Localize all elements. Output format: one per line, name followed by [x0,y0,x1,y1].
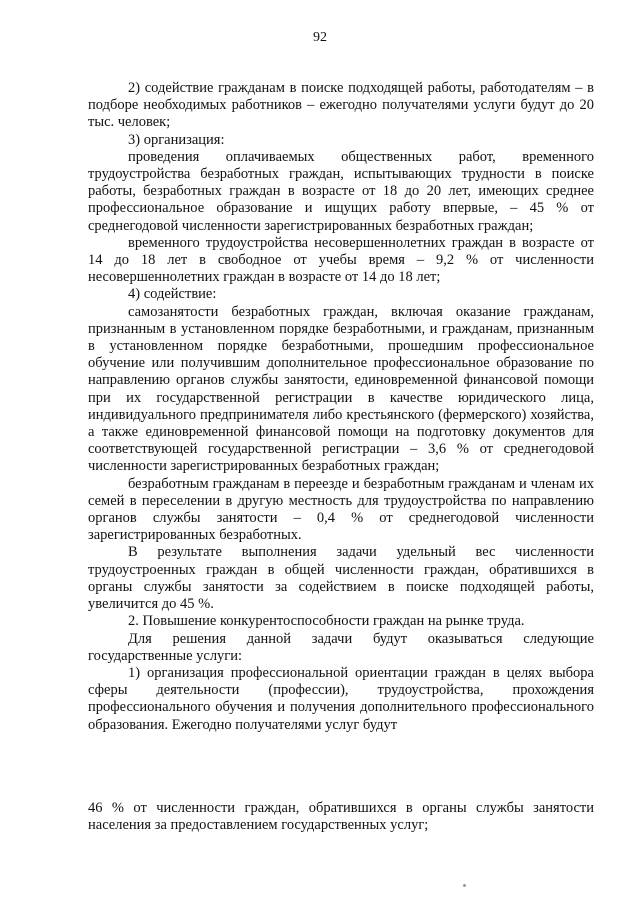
paragraph-self-employment: самозанятости безработных граждан, включая оказание гражданам, признанным в установленном порядке безработными, и гражданам, признанным в установленном порядке безработными, прошедшим профессиональное обучение или получившим дополнительное профессиональное образование по направлению органов службы занятости, единовременной финансовой помощи при их государственной регистрации в качестве юридического лица, индивидуального предпринимателя либо крестьянского (фермерского) хозяйства, а также единовременной финансовой помощи на подготовку документов для соответствующей государственной регистрации – 3,6 % от среднегодовой численности зарегистрированных безработных граждан; [88,303,594,475]
paragraph-services-intro: Для решения данной задачи будут оказываться следующие государственные услуги: [88,630,594,664]
document-tail [88,800,594,834]
document-body [88,80,594,734]
paragraph-job-search-assistance: 2) содействие гражданам в поиске подходящей работы, работодателям – в подборе необходимых работников – ежегодно получателями услуги будут до 20 тыс. человек; [88,80,594,131]
paragraph-minors-employment: временного трудоустройства несовершеннолетних граждан в возрасте от 14 до 18 лет в свободное от учебы время – 9,2 % от численности несовершеннолетних граждан в возрасте от 14 до 18 лет; [88,234,594,286]
paragraph-relocation: безработным гражданам в переезде и безработным гражданам и членам их семей в переселении в другую местность для трудоустройства по направлению органов службы занятости – 0,4 % от среднегодовой численности зарегистрированных безработных. [88,475,594,544]
paragraph-career-guidance: 1) организация профессиональной ориентации граждан в целях выбора сферы деятельности (профессии), трудоустройства, прохождения профессионального обучения и получения дополнительного профессионального образования. Ежегодно получателями услуг будут [88,664,594,733]
paragraph-result: В результате выполнения задачи удельный вес численности трудоустроенных граждан в общей численности граждан, обратившихся в органы службы занятости за содействием в поиске подходящей работы, увеличится до 45 %. [88,544,594,613]
paragraph-tail: 46 % от численности граждан, обратившихся в органы службы занятости населения за предоставлением государственных услуг; [88,800,594,834]
page-number: 92 [313,30,327,45]
paragraph-competitiveness-heading: 2. Повышение конкурентоспособности граждан на рынке труда. [128,613,525,630]
paragraph-public-works: проведения оплачиваемых общественных работ, временного трудоустройства безработных граждан, испытывающих трудности в поиске работы, безработных граждан в возрасте от 18 до 20 лет, имеющих среднее профессиональное образование и ищущих работу впервые, – 45 % от среднегодовой численности зарегистрированных безработных граждан; [88,148,594,234]
paragraph-organization-heading: 3) организация: [128,131,225,148]
scan-dot [463,884,466,887]
paragraph-assistance-heading: 4) содействие: [128,286,217,303]
